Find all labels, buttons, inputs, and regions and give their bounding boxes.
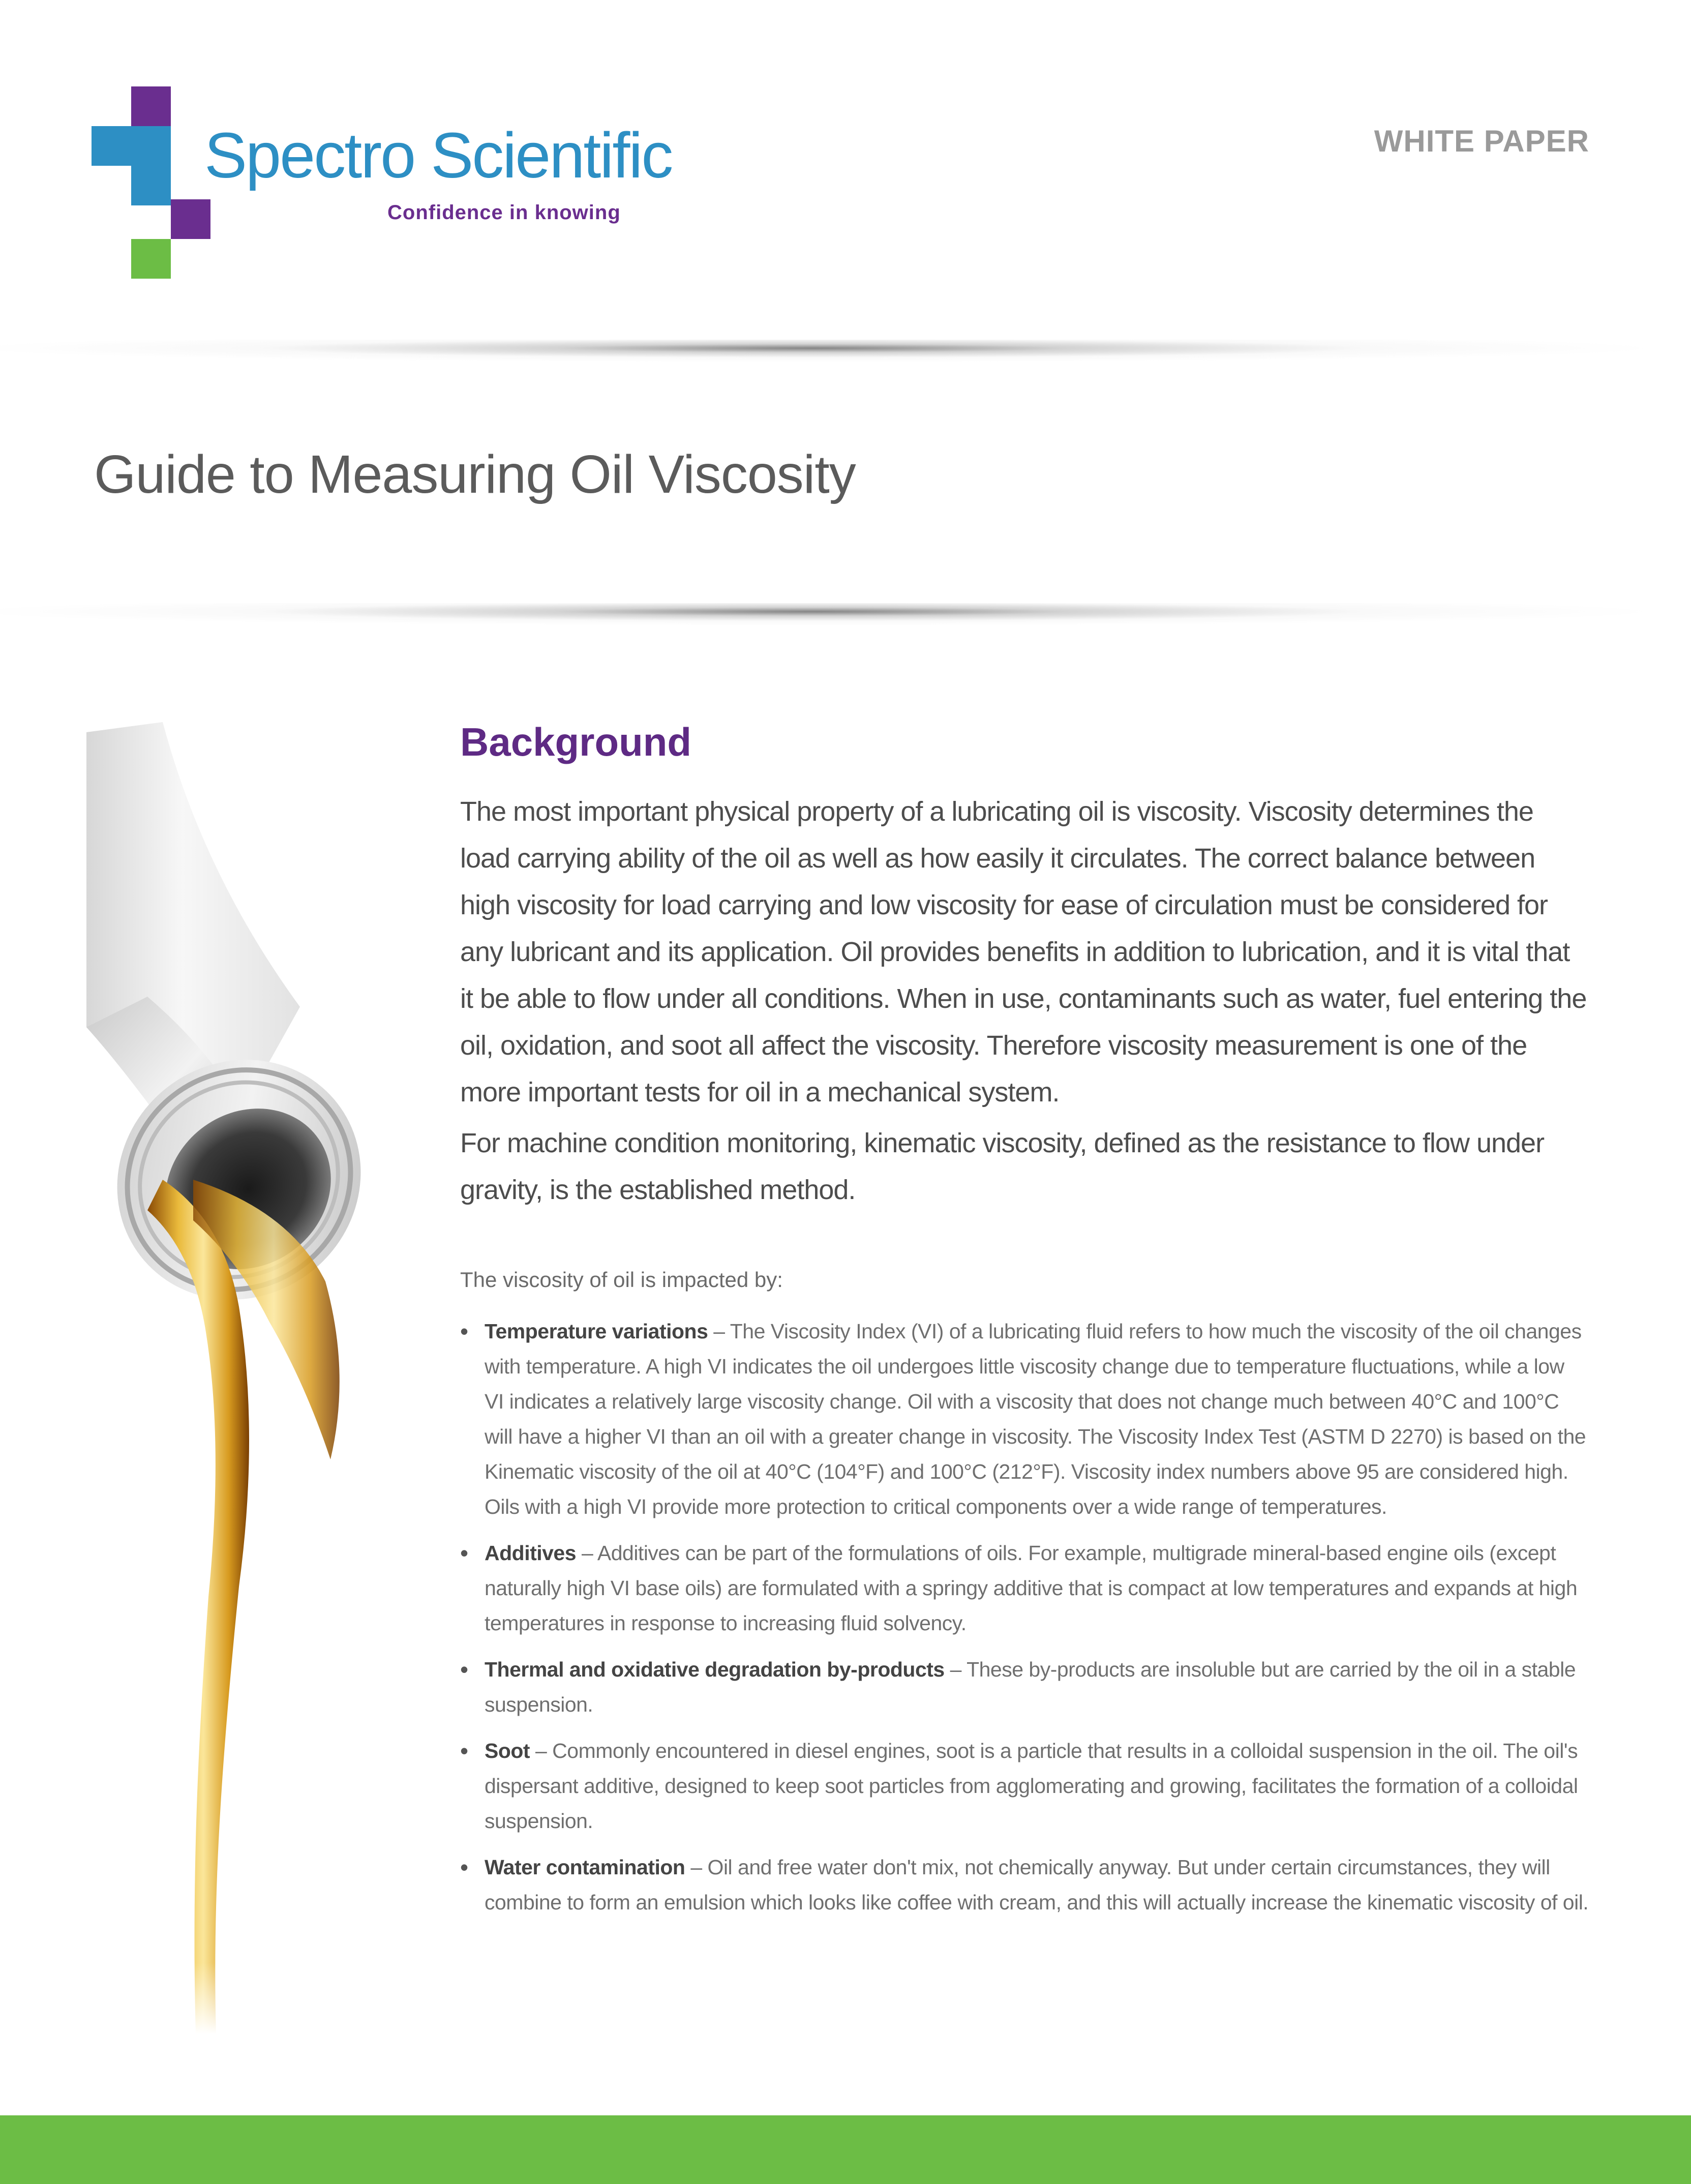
factor-text: – The Viscosity Index (VI) of a lubricating fluid refers to how much the viscosity of the oil changes with temperature. A high VI indicates the oil undergoes little viscosity change due to temperature fluctuations, while a low VI indicates a relatively large viscosity change. Oil with a viscosity that does not change much between 40°C and 100°C will have a higher VI than an oil with a greater change in viscosity. The Viscosity Index Test (ASTM D 2270) is based on the Kinematic viscosity of the oil at 40°C (104°F) and 100°C (212°F). Viscosity index numbers above 95 are considered high. Oils with a high VI provide more protection to critical components over a wide range of temperatures. [485, 1320, 1586, 1518]
factor-term: Temperature variations [485, 1320, 708, 1343]
factor-term: Additives [485, 1541, 577, 1565]
list-item [460, 1536, 1589, 1641]
title-divider [0, 603, 1691, 632]
document-type-label: WHITE PAPER [1374, 124, 1589, 158]
header-divider [0, 340, 1691, 368]
oil-bottle-pouring-icon [86, 722, 402, 2034]
footer-band [0, 2115, 1691, 2184]
list-intro: The viscosity of oil is impacted by: [460, 1268, 783, 1292]
list-item [460, 1850, 1589, 1920]
factor-term: Water contamination [485, 1856, 685, 1879]
brand-name: Spectro Scientific [204, 119, 672, 191]
viscosity-factors-list [460, 1314, 1589, 1920]
list-item [460, 1652, 1589, 1722]
factor-term: Thermal and oxidative degradation by-products [485, 1658, 945, 1681]
factor-text: – Additives can be part of the formulations of oils. For example, multigrade mineral-based engine oils (except naturally high VI base oils) are formulated with a springy additive that is compact at low temperatures and expands at high temperatures in response to increasing fluid solvency. [485, 1541, 1578, 1635]
factor-text: – Commonly encountered in diesel engines, soot is a particle that results in a colloidal suspension in the oil. The oil's dispersant additive, designed to keep soot particles from agglomerating and growing, facilitates the formation of a colloidal suspension. [485, 1739, 1578, 1833]
background-section [460, 722, 1589, 1931]
spectro-logo-icon [92, 86, 214, 280]
paragraph: For machine condition monitoring, kinematic viscosity, defined as the resistance to flow under gravity, is the established method. [460, 1128, 1545, 1205]
factor-text: – Oil and free water don't mix, not chemically anyway. But under certain circumstances, they will combine to form an emulsion which looks like coffee with cream, and this will actually increase the kinematic viscosity of oil. [485, 1856, 1589, 1914]
list-item [460, 1314, 1589, 1524]
brand-tagline: Confidence in knowing [387, 201, 621, 224]
section-heading: Background [460, 720, 692, 764]
factor-term: Soot [485, 1739, 530, 1762]
paragraph: The most important physical property of a lubricating oil is viscosity. Viscosity determines the load carrying ability of the oil as well as how easily it circulates. The correct balance between high viscosity for load carrying and low viscosity for ease of circulation must be considered for any lubricant and its application. Oil provides benefits in addition to lubrication, and it is vital that it be able to flow under all conditions. When in use, contaminants such as water, fuel entering the oil, oxidation, and soot all affect the viscosity. Therefore viscosity measurement is one of the more important tests for oil in a mechanical system. [460, 796, 1587, 1108]
factor-text: – These by-products are insoluble but are carried by the oil in a stable suspension. [485, 1658, 1576, 1716]
page-title: Guide to Measuring Oil Viscosity [94, 444, 856, 504]
list-item [460, 1733, 1589, 1839]
